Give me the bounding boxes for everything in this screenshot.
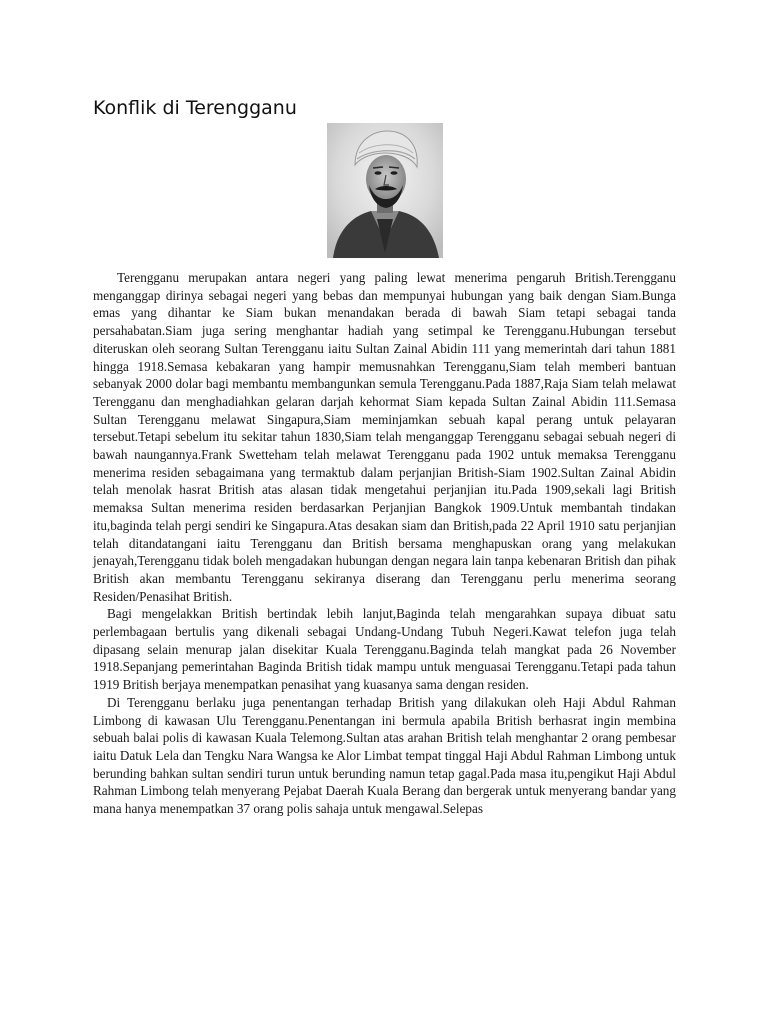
paragraph-2: Bagi mengelakkan British bertindak lebih lanjut,Baginda telah mengarahkan supaya dibuat satu perlembagaan bertulis yang dikenali sebagai Undang-Undang Tubuh Negeri.Kawat telefon juga telah dipasang selain menurap jalan disekitar Kuala Terengganu.Baginda telah mangkat pada 26 November 1918.Sepanjang pemerintahan Baginda British tidak mampu untuk menguasai Terengganu.Tetapi pada tahun 1919 British berjaya menempatkan penasihat yang kuasanya sama dengan residen. xyxy=(93,606,676,693)
paragraph-3: Di Terengganu berlaku juga penentangan terhadap British yang dilakukan oleh Haji Abdul Rahman Limbong di kawasan Ulu Terengganu.Penentangan ini bermula apabila British berhasrat ingin membina sebuah balai polis di kawasan Kuala Telemong.Sultan atas arahan British telah menghantar 2 orang pembesar iaitu Datuk Lela dan Tengku Nara Wangsa ke Alor Limbat tempat tinggal Haji Abdul Rahman Limbong untuk berunding bahkan sultan sendiri turun untuk berunding namun tetap gagal.Pada masa itu,pengikut Haji Abdul Rahman Limbong telah menyerang Pejabat Daerah Kuala Berang dan bergerak untuk menyerang bandar yang mana hanya menempatkan 37 orang polis sahaja untuk mengawal.Selepas xyxy=(93,694,676,817)
portrait-icon xyxy=(327,123,443,258)
page-title: Konflik di Terengganu xyxy=(93,97,297,119)
article-body xyxy=(93,269,676,818)
paragraph-1: Terengganu merupakan antara negeri yang paling lewat menerima pengaruh British.Terengganu menganggap dirinya sebagai negeri yang bebas dan mempunyai hubungan yang baik dengan Siam.Bunga emas yang dihantar ke Siam bukan menandakan berada di bawah Siam tetapi sebagai tanda persahabatan.Siam juga sering menghantar hadiah yang setimpal ke Terengganu.Hubungan tersebut diteruskan oleh seorang Sultan Terengganu iaitu Sultan Zainal Abidin 111 yang memerintah dari tahun 1881 hingga 1918.Semasa kebakaran yang hampir memusnahkan Terengganu,Siam telah memberi bantuan sebanyak 2000 dolar bagi membantu membangunkan semula Terengganu.Pada 1887,Raja Siam telah melawat Terengganu dan menghadiahkan gelaran darjah kehormat Siam kepada Sultan Zainal Abidin 111.Semasa Sultan Terengganu melawat Singapura,Siam meminjamkan sebuah kapal perang untuk pelayaran tersebut.Tetapi sebelum itu sekitar tahun 1830,Siam telah menganggap Terengganu sebagai sebuah negeri di bawah naungannya.Frank Swetteham telah melawat Terengganu pada 1902 untuk memaksa Terengganu menerima residen sebagaimana yang termaktub dalam perjanjian British-Siam 1902.Sultan Zainal Abidin telah menolak hasrat British atas alasan tidak mengetahui perjanjian itu.Pada 1909,sekali lagi British memaksa Sultan menerima residen berdasarkan Perjanjian Bangkok 1909.Untuk membantah tindakan itu,baginda telah pergi sendiri ke Singapura.Atas desakan siam dan British,pada 22 April 1910 satu perjanjian telah ditandatangani iaitu Terengganu dan British bersama menghapuskan orang yang melakukan jenayah,Terengganu tidak boleh mengadakan hubungan dengan negara lain tanpa kebenaran British dan pihak British akan membantu Terengganu sekiranya diserang dan Terengganu perlu menerima seorang Residen/Penasihat British. xyxy=(93,270,676,604)
